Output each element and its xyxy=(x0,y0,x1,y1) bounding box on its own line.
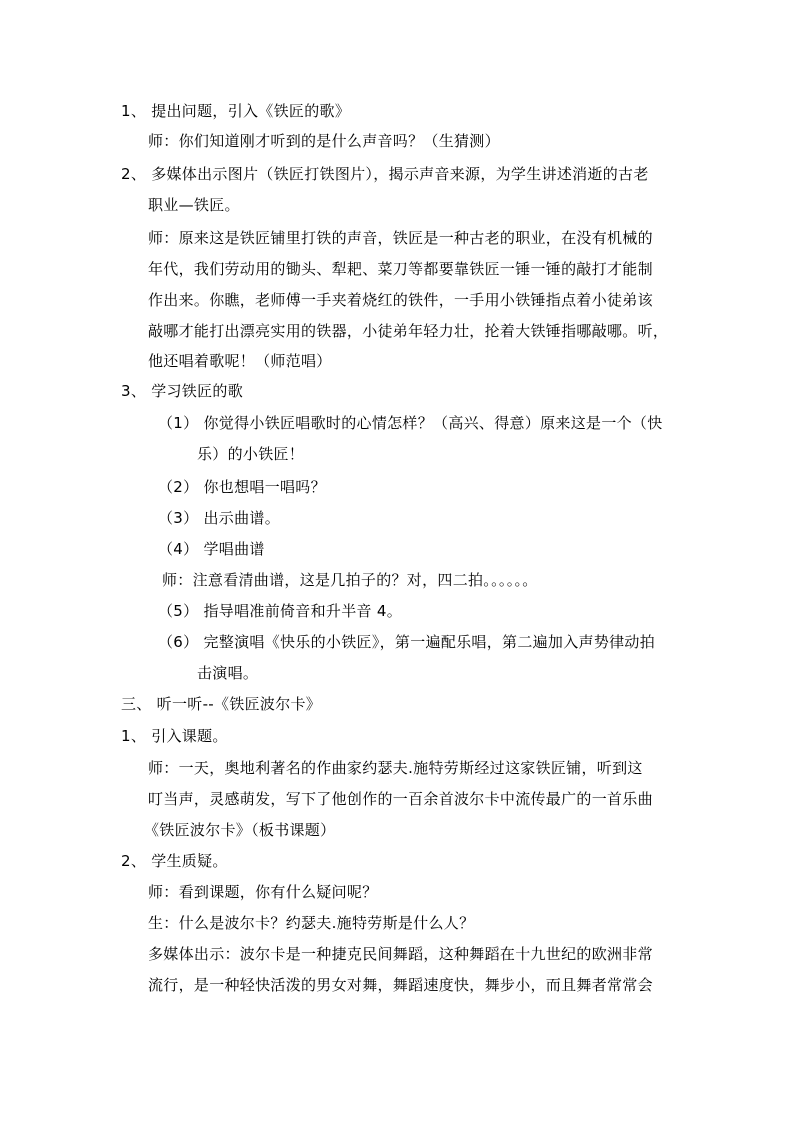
text-line: 师：注意看清曲谱，这是几拍子的？对，四二拍。。。。。。 xyxy=(162,571,538,589)
sub-item-6: （6） 完整演唱《快乐的小铁匠》，第一遍配乐唱，第二遍加入声势律动拍 xyxy=(158,633,656,651)
text-line: 敲哪才能打出漂亮实用的铁器，小徒弟年轻力壮，抡着大铁锤指哪敲哪。听， xyxy=(148,322,669,340)
text-line: 乐）的小铁匠！ xyxy=(197,445,305,463)
section-heading: 三、 听一听--《铁匠波尔卡》 xyxy=(121,695,322,713)
list-item-3: 3、 学习铁匠的歌 xyxy=(121,382,244,400)
text-line: 师：你们知道刚才听到的是什么声音吗？（生猜测） xyxy=(148,132,500,150)
sub-item-4: （4） 学唱曲谱 xyxy=(158,540,265,558)
text-line: 师：原来这是铁匠铺里打铁的声音，铁匠是一种古老的职业，在没有机械的 xyxy=(148,229,653,247)
sub-item-3: （3） 出示曲谱。 xyxy=(158,509,281,527)
text-line: 师：看到课题，你有什么疑问呢？ xyxy=(148,883,378,901)
text-line: 叮当声，灵感萌发，写下了他创作的一百余首波尔卡中流传最广的一首乐曲 xyxy=(148,790,653,808)
sub-item-1: （1） 你觉得小铁匠唱歌时的心情怎样？（高兴、得意）原来这是一个（快 xyxy=(158,414,663,432)
text-line: 生：什么是波尔卡？约瑟夫.施特劳斯是什么人？ xyxy=(148,914,475,932)
text-line: 年代，我们劳动用的锄头、犁耙、菜刀等都要靠铁匠一锤一锤的敲打才能制 xyxy=(148,260,653,278)
sub-item-2: （2） 你也想唱一唱吗？ xyxy=(158,478,326,496)
list-item-2: 2、 学生质疑。 xyxy=(121,852,228,870)
text-line: 多媒体出示：波尔卡是一种捷克民间舞蹈，这种舞蹈在十九世纪的欧洲非常 xyxy=(148,945,653,963)
sub-item-5: （5） 指导唱准前倚音和升半音 4。 xyxy=(158,602,403,620)
text-line: 师：一天，奥地利著名的作曲家约瑟夫.施特劳斯经过这家铁匠铺，听到这 xyxy=(148,759,643,777)
text-line: 职业—铁匠。 xyxy=(148,196,240,214)
text-line: 击演唱。 xyxy=(197,664,259,682)
text-line: 《铁匠波尔卡》（板书课题） xyxy=(144,821,336,839)
text-line: 作出来。你瞧，老师傅一手夹着烧红的铁件，一手用小铁锤指点着小徒弟该 xyxy=(148,291,653,309)
list-item-1: 1、 提出问题，引入《铁匠的歌》 xyxy=(121,102,351,120)
text-line: 流行，是一种轻快活泼的男女对舞，舞蹈速度快，舞步小，而且舞者常常会 xyxy=(148,976,653,994)
list-item-1: 1、 引入课题。 xyxy=(121,727,228,745)
list-item-2: 2、 多媒体出示图片（铁匠打铁图片），揭示声音来源，为学生讲述消逝的古老 xyxy=(121,165,649,183)
text-line: 他还唱着歌呢！（师范唱） xyxy=(148,352,332,370)
